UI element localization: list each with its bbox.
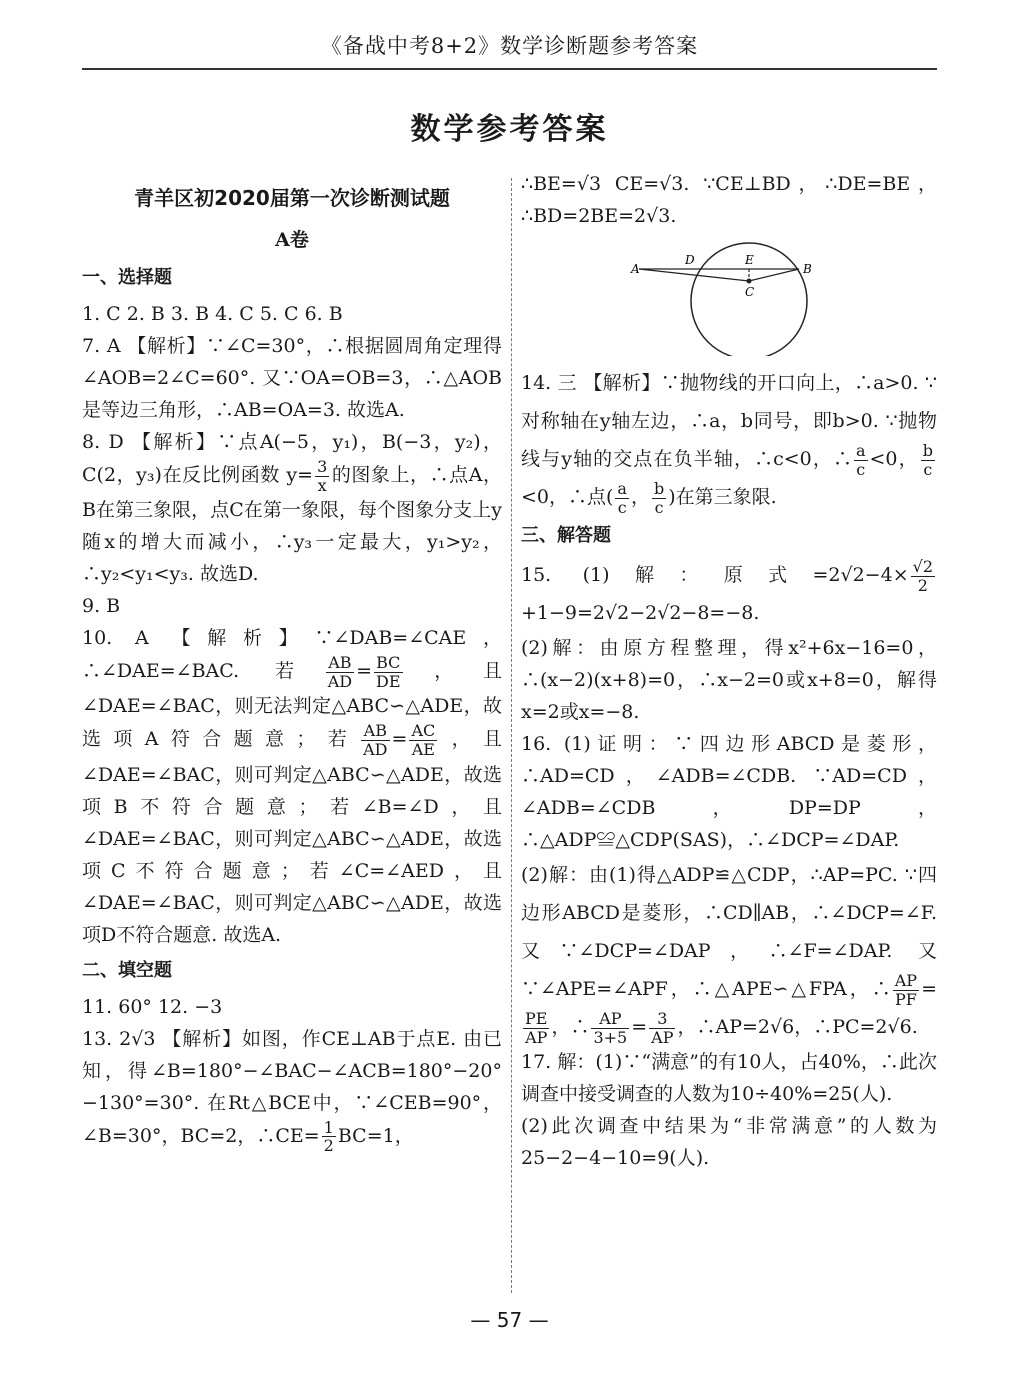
q10-f1-num: AB xyxy=(326,654,354,673)
heading-fill: 二、填空题 xyxy=(82,959,172,981)
label-e: E xyxy=(745,253,754,267)
left-column xyxy=(82,168,502,1155)
page-number: — 57 — xyxy=(470,1308,549,1332)
answer-13-continued: ∴BE=√3 CE=√3. ∵CE⊥BD，∴DE=BE，∴BD=2BE=2√3. xyxy=(521,173,937,227)
answer-16-2-part-b: ，∴ xyxy=(551,1016,590,1039)
volume-label: A卷 xyxy=(275,229,309,251)
answer-14-part-a: 14. 三 【解析】∵抛物线的开口向上，∴a>0. ∵对称轴在y轴左边，∴a，b同号，即b>0. ∵抛物线与y轴的交点在负半轴，∴c<0，∴ xyxy=(521,372,937,470)
page-title: 数学参考答案 xyxy=(410,112,609,147)
q14-fraction-1 xyxy=(854,442,868,478)
heading-choice: 一、选择题 xyxy=(82,267,172,288)
column-divider xyxy=(511,178,512,1293)
q14-f1-num: a xyxy=(855,440,866,460)
q14-f3-den: c xyxy=(617,497,627,517)
answer-10-part-b: ，且∠DAE=∠BAC，则无法判定△ABC∽△ADE，故选项A符合题意；若 xyxy=(82,660,502,751)
answer-8-part-a: 8. D 【解析】∵点A(−5，y₁)，B(−3，y₂)，C(2，y₃)在反比例函数 y= xyxy=(82,431,502,487)
answer-10-part-c: ，且∠DAE=∠BAC，则可判定△ABC∽△ADE，故选项B不符合题意；若∠B=∠D，且∠DAE=∠BAC，则可判定△ABC∽△ADE，故选项C不符合题意；若∠C=∠AED，且∠DAE=∠BAC，则可判定△ABC∽△ADE，故选项D不符合题意. 故选A. xyxy=(82,728,502,946)
circle-figure xyxy=(629,236,829,356)
q14-f4-num: b xyxy=(653,479,665,498)
q10-f2-den: DE xyxy=(376,671,401,691)
q13-fraction xyxy=(322,1119,336,1155)
q13-frac-den: 2 xyxy=(323,1136,334,1156)
answer-15-1-part-b: +1−9=2√2−2√2−8=−8. xyxy=(521,602,760,625)
q10-f3-num: AB xyxy=(361,722,389,741)
answer-8 xyxy=(82,426,502,590)
center-dot xyxy=(747,279,752,284)
q8-frac-num: 3 xyxy=(317,457,328,476)
q14-f1-den: c xyxy=(856,459,866,479)
q14-fraction-4 xyxy=(652,480,666,516)
q16-f2-num: PE xyxy=(525,1009,548,1029)
header-rule xyxy=(82,68,937,70)
answer-17-2: (2)此次调查中结果为“非常满意”的人数为25−2−4−10=9(人). xyxy=(521,1115,937,1170)
q16-f3-den: 3+5 xyxy=(593,1027,628,1047)
answer-7: 7. A 【解析】∵∠C=30°，∴根据圆周角定理得∠AOB=2∠C=60°. 又∵OA=OB=3，∴△AOB是等边三角形，∴AB=OA=3. 故选A. xyxy=(82,335,502,421)
line-bc xyxy=(749,269,799,281)
q16-f4-num: 3 xyxy=(649,1010,675,1029)
q16-fraction-3 xyxy=(591,1010,629,1046)
q8-frac-den: x xyxy=(317,475,327,495)
label-c: C xyxy=(745,285,755,299)
q8-fraction xyxy=(315,458,329,494)
q14-f4-den: c xyxy=(654,497,664,517)
answer-10-part-a: 10. A 【解析】∵∠DAB=∠CAE，∴∠DAE=∠BAC. 若 xyxy=(82,627,502,683)
q14-f2-den: c xyxy=(923,459,933,479)
q13-frac-num: 1 xyxy=(323,1117,334,1137)
q14-f3-num: a xyxy=(617,479,627,498)
answer-17-1: 17. 解：(1)∵“满意”的有10人，占40%，∴此次调查中接受调查的人数为10÷40%=25(人). xyxy=(521,1051,937,1106)
answer-9: 9. B xyxy=(82,595,121,618)
q15-frac-num: √2 xyxy=(912,557,933,577)
q10-fraction-1 xyxy=(326,654,354,690)
q10-fraction-2 xyxy=(374,654,403,690)
q16-fraction-2 xyxy=(523,1010,549,1046)
q14-fraction-3 xyxy=(615,480,629,516)
answer-16-1: 16. (1)证明：∵四边形ABCD是菱形，∴AD=CD，∠ADB=∠CDB. ∵AD=CD，∠ADB=∠CDB，DP=DP，∴△ADP≌△CDP(SAS)，∴∠DCP=∠DAP. xyxy=(521,733,937,852)
exam-section-title: 青羊区初2020届第一次诊断测试题 xyxy=(134,186,450,210)
answer-15-1-part-a: 15. (1)解：原式=2√2−4× xyxy=(521,564,909,587)
q10-fraction-4 xyxy=(409,722,437,758)
right-column xyxy=(521,168,937,1174)
answer-10: 10. A 【解析】∵∠DAB=∠CAE，∴∠DAE=∠BAC. 若 $\frac{AB}{AD}$ = $\frac{BC}{DE}$ ，且∠DAE=∠BAC，则无法判定△ABC∽△ADE，故选项A符合题意；若 $\frac{AB}{AD}$ = $\frac{AC}{AE}$ ，且∠DAE=∠BAC，则可判定△ABC∽△ADE，故选项B不符合题意；若∠B=∠D，且∠DAE=∠BAC，则可判定△ABC∽△ADE，故选项C不符合题意；若∠C=∠AED，且∠DAE=∠BAC，则可判定△ABC∽△ADE，故选项D不符合题意. 故选A. xyxy=(82,627,502,946)
q10-f1-den: AD xyxy=(327,671,353,691)
q16-f1-num: AP xyxy=(894,971,918,991)
answer-13-part-a: 13. 2√3 【解析】如图，作CE⊥AB于点E. 由已知，得∠B=180°−∠BAC−∠ACB=180°−20°−130°=30°. 在Rt△BCE中，∵∠CEB=90°，∠B=30°，BC=2，∴CE= xyxy=(82,1027,502,1147)
q10-f3-den: AD xyxy=(363,739,388,759)
q15-fraction xyxy=(911,558,935,594)
answer-14-part-d: ， xyxy=(630,486,650,509)
answers-11-12: 11. 60° 12. −3 xyxy=(82,995,223,1018)
q16-f2-den: AP xyxy=(525,1027,548,1047)
answer-14 xyxy=(521,364,937,516)
q10-f4-num: AC xyxy=(411,721,436,741)
answer-14-part-c: <0，∴点( xyxy=(521,486,614,509)
q16-f3-num: AP xyxy=(591,1010,629,1029)
heading-solve: 三、解答题 xyxy=(521,525,611,547)
answer-15-2: (2)解：由原方程整理，得x²+6x−16=0，∴(x−2)(x+8)=0，∴x−2=0或x+8=0，解得x=2或x=−8. xyxy=(521,637,937,724)
q16-fraction-1 xyxy=(893,972,919,1008)
q14-fraction-2 xyxy=(921,442,935,478)
answer-15-1 xyxy=(521,556,937,632)
line-ac xyxy=(639,269,749,281)
answer-8-part-b: 的图象上，∴点A，B在第三象限，点C在第一象限，每个图象分支上y随x的增大而减小，∴y₃一定最大，y₁>y₂，∴y₂<y₁<y₃. 故选D. xyxy=(82,464,502,586)
answers-1-6: 1. C 2. B 3. B 4. C 5. C 6. B xyxy=(82,303,343,325)
q10-f2-num: BC xyxy=(374,654,403,673)
answer-14-part-b: <0， xyxy=(869,448,919,470)
answer-16-2-part-a: (2)解：由(1)得△ADP≌△CDP，∴AP=PC. ∵四边形ABCD是菱形，∴CD∥AB，∴∠DCP=∠F. 又∵∠DCP=∠DAP，∴∠F=∠DAP. 又∵∠APE=∠APF，∴△APE∽△FPA，∴ xyxy=(521,864,937,1001)
answer-13-part-b: BC=1， xyxy=(337,1124,414,1147)
running-header: 《备战中考8+2》数学诊断题参考答案 xyxy=(320,34,699,58)
answer-16-2-part-c: ，∴AP=2√6，∴PC=2√6. xyxy=(677,1016,918,1039)
q10-f4-den: AE xyxy=(411,739,435,759)
q16-f4-den: AP xyxy=(651,1027,674,1047)
q16-fraction-4 xyxy=(649,1010,675,1046)
q16-f1-den: PF xyxy=(894,989,917,1009)
q14-f2-num: b xyxy=(922,440,933,460)
q15-frac-den: 2 xyxy=(917,575,928,595)
answer-16-2: (2)解：由(1)得△ADP≌△CDP，∴AP=PC. ∵四边形ABCD是菱形，∴CD∥AB，∴∠DCP=∠F. 又∵∠DCP=∠DAP，∴∠F=∠DAP. 又∵∠APE=∠APF，∴△APE∽△FPA，∴ $\frac{AP}{PF}$ = $\frac{PE}{AP}$ ，∴ $\frac{AP}{3+5}$ = $\frac{3}{AP}$ ，∴AP=2√6，∴PC=2√6. xyxy=(521,864,937,1047)
label-a: A xyxy=(631,262,640,276)
q10-fraction-3 xyxy=(361,722,389,758)
label-b: B xyxy=(803,262,812,276)
label-d: D xyxy=(685,253,695,267)
answer-14-part-e: )在第三象限. xyxy=(668,486,777,509)
answer-13 xyxy=(82,1023,502,1155)
